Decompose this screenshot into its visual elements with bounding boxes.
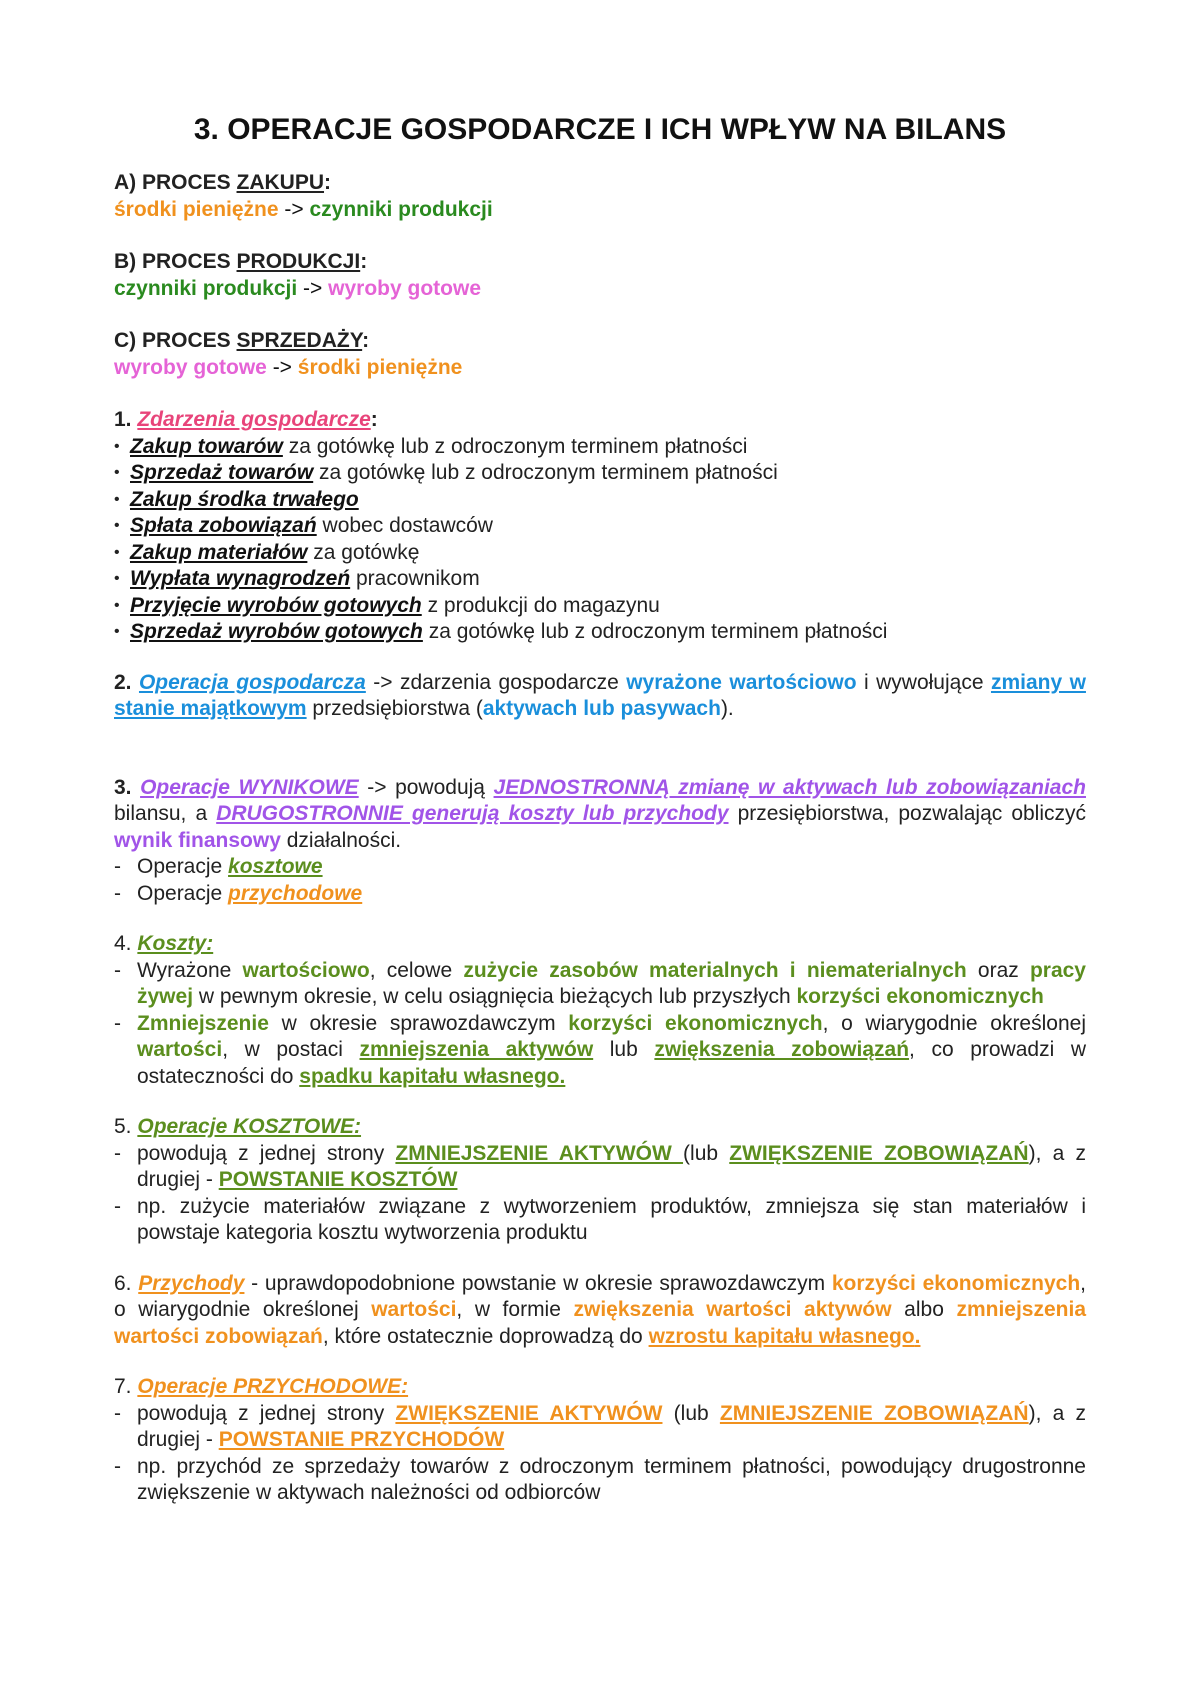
process-name: PRODUKCJI xyxy=(236,250,361,273)
events-list xyxy=(114,434,1086,646)
flow-to: wyroby gotowe xyxy=(328,276,482,300)
list-item: - powodują z jednej strony ZMNIEJSZENIE AKTYWÓW (lub ZWIĘKSZENIE ZOBOWIĄZAŃ), a z drugiej - POWSTANIE KOSZTÓW xyxy=(114,1141,1086,1194)
document-page xyxy=(114,112,1086,1531)
section-cost-operations: 5. Operacje KOSZTOWE: - powodują z jednej strony ZMNIEJSZENIE AKTYWÓW (lub ZWIĘKSZENIE ZOBOWIĄZAŃ), a z drugiej - POWSTANIE KOSZTÓW - np. zużycie materiałów związane z wytworzeniem produktów, zmniejsza się stan materiałów i powstaje kategoria kosztu wytworzenia produktu xyxy=(114,1114,1086,1247)
list-item: • Spłata zobowiązań wobec dostawców xyxy=(114,513,1086,540)
list-item: • Zakup środka trwałego xyxy=(114,487,1086,514)
list-item: - powodują z jednej strony ZWIĘKSZENIE AKTYWÓW (lub ZMNIEJSZENIE ZOBOWIĄZAŃ), a z drugiej - POWSTANIE PRZYCHODÓW xyxy=(114,1401,1086,1454)
list-item: • Zakup towarów za gotówkę lub z odroczonym terminem płatności xyxy=(114,434,1086,461)
list-item: • Wypłata wynagrodzeń pracownikom xyxy=(114,566,1086,593)
list-item: • Sprzedaż towarów za gotówkę lub z odroczonym terminem płatności xyxy=(114,460,1086,487)
section-revenues: 6. Przychody - uprawdopodobnione powstanie w okresie sprawozdawczym korzyści ekonomicznych, o wiarygodnie określonej wartości, w formie zwiększenia wartości aktywów albo zmniejszenia wartości zobowiązań, które ostatecznie doprowadzą do wzrostu kapitału własnego. xyxy=(114,1271,1087,1348)
list-item: - np. zużycie materiałów związane z wytworzeniem produktów, zmniejsza się stan materiałów i powstaje kategoria kosztu wytworzenia produktu xyxy=(114,1194,1086,1247)
section-costs: 4. Koszty: - Wyrażone wartościowo, celowe zużycie zasobów materialnych i niematerialnych oraz pracy żywej w pewnym okresie, w celu osiągnięcia bieżących lub przyszłych korzyści ekonomicznych - Zmniejszenie w okresie sprawozdawczym korzyści ekonomicznych, o wiarygodnie określonej wartości, w postaci zmniejszenia aktywów lub zwiększenia zobowiązań, co prowadzi w ostateczności do spadku kapitału własnego. xyxy=(114,931,1086,1090)
section-heading: 1. Zdarzenia gospodarcze: xyxy=(114,408,378,431)
list-item: • Przyjęcie wyrobów gotowych z produkcji do magazynu xyxy=(114,593,1086,620)
list-item: - Operacje kosztowe xyxy=(114,854,1086,881)
process-sales: C) PROCES SPRZEDAŻY: wyroby gotowe -> środki pieniężne xyxy=(114,329,463,379)
flow-from: wyroby gotowe xyxy=(114,355,267,379)
list-item: • Zakup materiałów za gotówkę xyxy=(114,540,1086,567)
section-result-operations: 3. Operacje WYNIKOWE -> powodują JEDNOSTRONNĄ zmianę w aktywach lub zobowiązaniach bilansu, a DRUGOSTRONNIE generują koszty lub przychody przesiębiorstwa, pozwalając obliczyć wynik finansowy działalności. - Operacje kosztowe - Operacje przychodowe xyxy=(114,775,1086,908)
list-item: - np. przychód ze sprzedaży towarów z odroczonym terminem płatności, powodujący drugostronne zwiększenie w aktywach należności od odbiorców xyxy=(114,1454,1086,1507)
flow-to: czynniki produkcji xyxy=(309,197,493,221)
process-purchase: A) PROCES ZAKUPU: środki pieniężne -> czynniki produkcji xyxy=(114,171,493,221)
process-production: B) PROCES PRODUKCJI: czynniki produkcji -> wyroby gotowe xyxy=(114,250,482,300)
list-item: - Operacje przychodowe xyxy=(114,881,1086,908)
flow-to: środki pieniężne xyxy=(297,355,463,379)
list-item: - Zmniejszenie w okresie sprawozdawczym korzyści ekonomicznych, o wiarygodnie określonej wartości, w postaci zmniejszenia aktywów lub zwiększenia zobowiązań, co prowadzi w ostateczności do spadku kapitału własnego. xyxy=(114,1011,1086,1091)
section-revenue-operations: 7. Operacje PRZYCHODOWE: - powodują z jednej strony ZWIĘKSZENIE AKTYWÓW (lub ZMNIEJSZENIE ZOBOWIĄZAŃ), a z drugiej - POWSTANIE PRZYCHODÓW - np. przychód ze sprzedaży towarów z odroczonym terminem płatności, powodujący drugostronne zwiększenie w aktywach należności od odbiorców xyxy=(114,1374,1086,1507)
process-name: SPRZEDAŻY xyxy=(236,329,363,352)
list-item: • Sprzedaż wyrobów gotowych za gotówkę lub z odroczonym terminem płatności xyxy=(114,619,1086,646)
flow-from: czynniki produkcji xyxy=(114,276,298,300)
section-economic-events xyxy=(114,407,1086,646)
flow-from: środki pieniężne xyxy=(114,197,279,221)
section-economic-operation: 2. Operacja gospodarcza -> zdarzenia gospodarcze wyrażone wartościowo i wywołujące zmiany w stanie majątkowym przedsiębiorstwa (aktywach lub pasywach). xyxy=(114,670,1086,720)
process-name: ZAKUPU xyxy=(236,171,325,194)
list-item: - Wyrażone wartościowo, celowe zużycie zasobów materialnych i niematerialnych oraz pracy żywej w pewnym okresie, w celu osiągnięcia bieżących lub przyszłych korzyści ekonomicznych xyxy=(114,958,1086,1011)
page-title: 3. OPERACJE GOSPODARCZE I ICH WPŁYW NA BILANS xyxy=(193,113,1007,146)
